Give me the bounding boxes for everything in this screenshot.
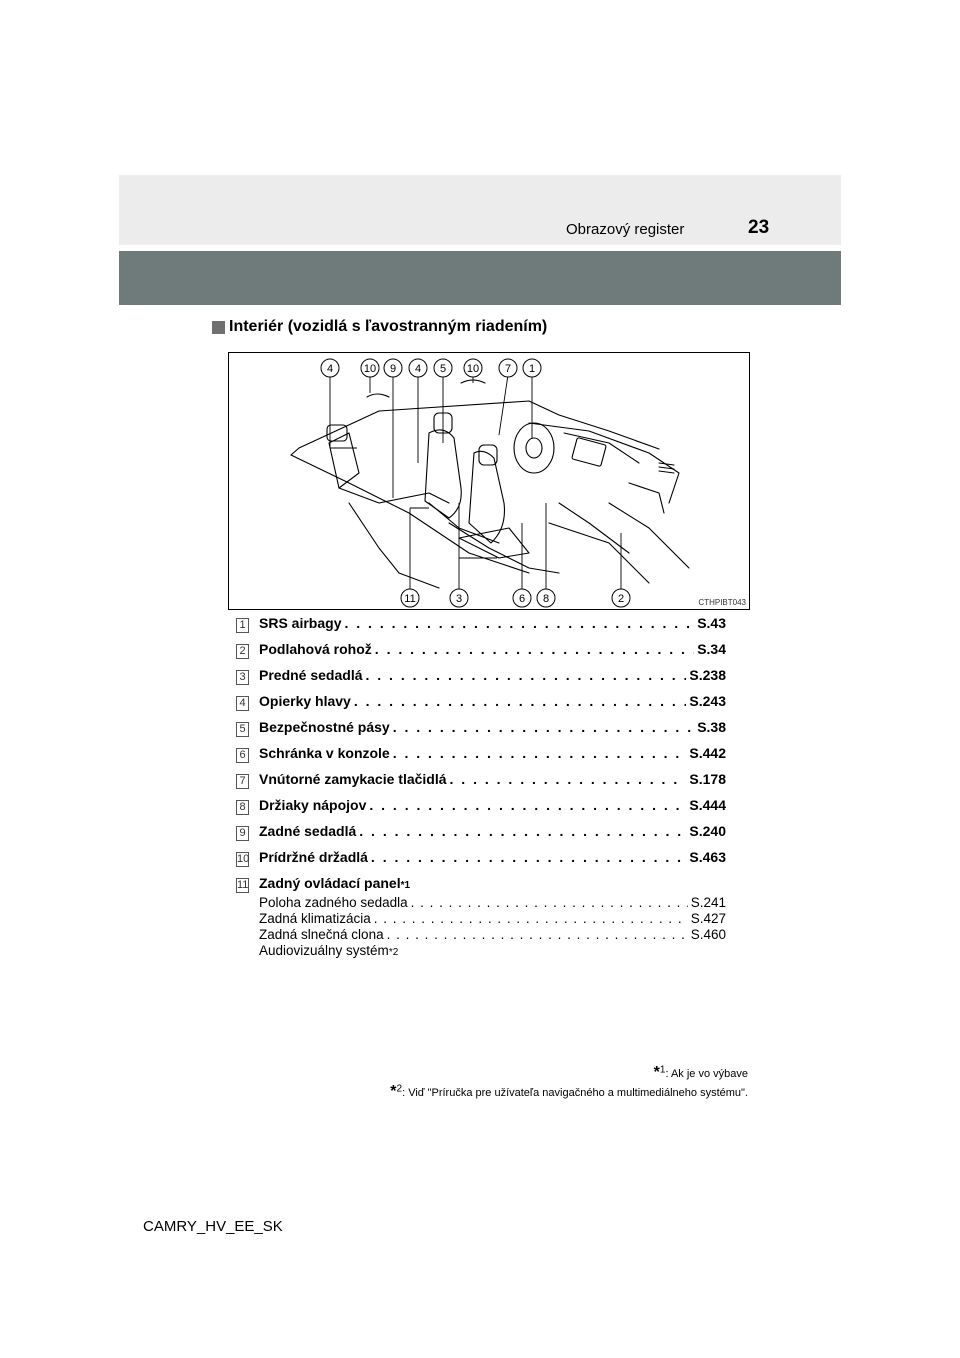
sub-item-label: Poloha zadného sedadla <box>259 895 408 910</box>
sub-item <box>259 895 726 911</box>
callout-bottom: 3 <box>455 593 463 605</box>
item-page-link[interactable]: S.238 <box>689 667 726 683</box>
item-number: 9 <box>236 826 249 841</box>
section-heading: Interiér (vozidlá s ľavostranným riadením) <box>229 318 548 335</box>
section-square-icon <box>212 321 225 334</box>
dot-leader <box>393 719 694 735</box>
callout-top: 5 <box>439 363 447 375</box>
sub-item-label: Audiovizuálny systém <box>259 943 389 958</box>
list-item <box>236 823 726 849</box>
list-item <box>236 667 726 693</box>
list-item <box>236 615 726 641</box>
header-band <box>119 175 841 245</box>
document-code: CAMRY_HV_EE_SK <box>143 1218 283 1235</box>
callout-top: 10 <box>363 363 377 375</box>
callout-top: 4 <box>326 363 334 375</box>
callout-top: 10 <box>466 363 480 375</box>
footnote-star: * <box>653 1064 660 1081</box>
sub-item <box>259 911 726 927</box>
item-number: 5 <box>236 722 249 737</box>
item-label: Opierky hlavy <box>259 693 351 709</box>
callout-top: 4 <box>414 363 422 375</box>
callout-bottom: 6 <box>518 593 526 605</box>
dot-leader <box>411 895 688 910</box>
list-item <box>236 849 726 875</box>
item-number: 6 <box>236 748 249 763</box>
item-number: 3 <box>236 670 249 685</box>
item-page-link[interactable]: S.444 <box>689 797 726 813</box>
footnote-text: : Viď "Príručka pre užívateľa navigačného a multimediálneho systému". <box>402 1087 748 1099</box>
item-page-link[interactable]: S.442 <box>689 745 726 761</box>
dot-leader <box>366 667 687 683</box>
sub-item <box>259 927 726 943</box>
item-page-link[interactable]: S.243 <box>689 693 726 709</box>
callout-top: 7 <box>504 363 512 375</box>
callout-bottom: 2 <box>617 593 625 605</box>
item-label: Vnútorné zamykacie tlačidlá <box>259 771 447 787</box>
item-number: 7 <box>236 774 249 789</box>
list-item <box>236 641 726 667</box>
list-item <box>236 693 726 719</box>
item-page-link[interactable]: S.38 <box>697 719 726 735</box>
list-item <box>236 719 726 745</box>
sub-item: Audiovizuálny systém *2 <box>259 943 399 958</box>
item-label: Bezpečnostné pásy <box>259 719 390 735</box>
item-label: Držiaky nápojov <box>259 797 367 813</box>
item-page-link[interactable]: S.34 <box>697 641 726 657</box>
dot-leader <box>375 641 694 657</box>
parts-list <box>236 615 726 965</box>
sub-item-label: Zadná klimatizácia <box>259 911 371 926</box>
page-number: 23 <box>748 217 770 238</box>
sub-item-page-link[interactable]: S.460 <box>690 927 726 942</box>
header-title: Obrazový register <box>566 221 685 238</box>
callout-bottom: 8 <box>542 593 550 605</box>
callout-top: 1 <box>528 363 536 375</box>
item-number: 8 <box>236 800 249 815</box>
list-item: 11 Zadný ovládací panel *1 Poloha zadného sedadla . . . S.241 Zadná klimatizácia . . . S.427 Zadná slnečná clona . . . S.460 Audiovizuálny systém *2 <box>236 875 726 965</box>
footnote-text: : Ak je vo výbave <box>665 1068 748 1080</box>
footnote-1 <box>390 1064 748 1083</box>
sub-item-page-link[interactable]: S.241 <box>690 895 726 910</box>
footnote-mark: 2 <box>396 1083 403 1095</box>
dot-leader <box>354 693 687 709</box>
figure-code: CTHPIBT043 <box>698 598 746 607</box>
dot-leader <box>393 745 687 761</box>
item-number: 1 <box>236 618 249 633</box>
item-label: Podlahová rohož <box>259 641 372 657</box>
dot-leader <box>387 927 688 942</box>
list-item <box>236 771 726 797</box>
item-page-link[interactable]: S.43 <box>697 615 726 631</box>
car-interior-drawing <box>229 353 750 610</box>
footnote-mark: 1 <box>659 1064 666 1076</box>
item-number: 10 <box>237 853 250 865</box>
item-page-link[interactable]: S.463 <box>689 849 726 865</box>
dot-leader <box>371 849 686 865</box>
dot-leader <box>344 615 694 631</box>
item-page-link[interactable]: S.178 <box>689 771 726 787</box>
item-number: 11 <box>237 879 249 891</box>
item-label: Predné sedadlá <box>259 667 363 683</box>
item-page-link[interactable]: S.240 <box>689 823 726 839</box>
item-label: SRS airbagy <box>259 615 342 631</box>
list-item <box>236 745 726 771</box>
sub-item-label: Zadná slnečná clona <box>259 927 384 942</box>
interior-illustration <box>228 352 750 610</box>
item-number: 2 <box>236 644 249 659</box>
sub-item-page-link[interactable]: S.427 <box>690 911 726 926</box>
item-label: Prídržné držadlá <box>259 849 368 865</box>
list-item <box>236 797 726 823</box>
item-label: Schránka v konzole <box>259 745 390 761</box>
sub-list <box>259 895 726 959</box>
callout-bottom: 11 <box>404 593 416 605</box>
item-label: Zadný ovládací panel <box>259 875 401 891</box>
footnote-2 <box>390 1083 748 1102</box>
item-number: 4 <box>236 696 249 711</box>
dot-leader <box>359 823 686 839</box>
chapter-bar <box>119 251 841 305</box>
callout-top: 9 <box>389 363 397 375</box>
item-label: Zadné sedadlá <box>259 823 357 839</box>
footnotes <box>390 1064 748 1102</box>
footnote-star: * <box>390 1083 397 1100</box>
dot-leader <box>450 771 687 787</box>
dot-leader <box>369 797 686 813</box>
dot-leader <box>374 911 688 926</box>
